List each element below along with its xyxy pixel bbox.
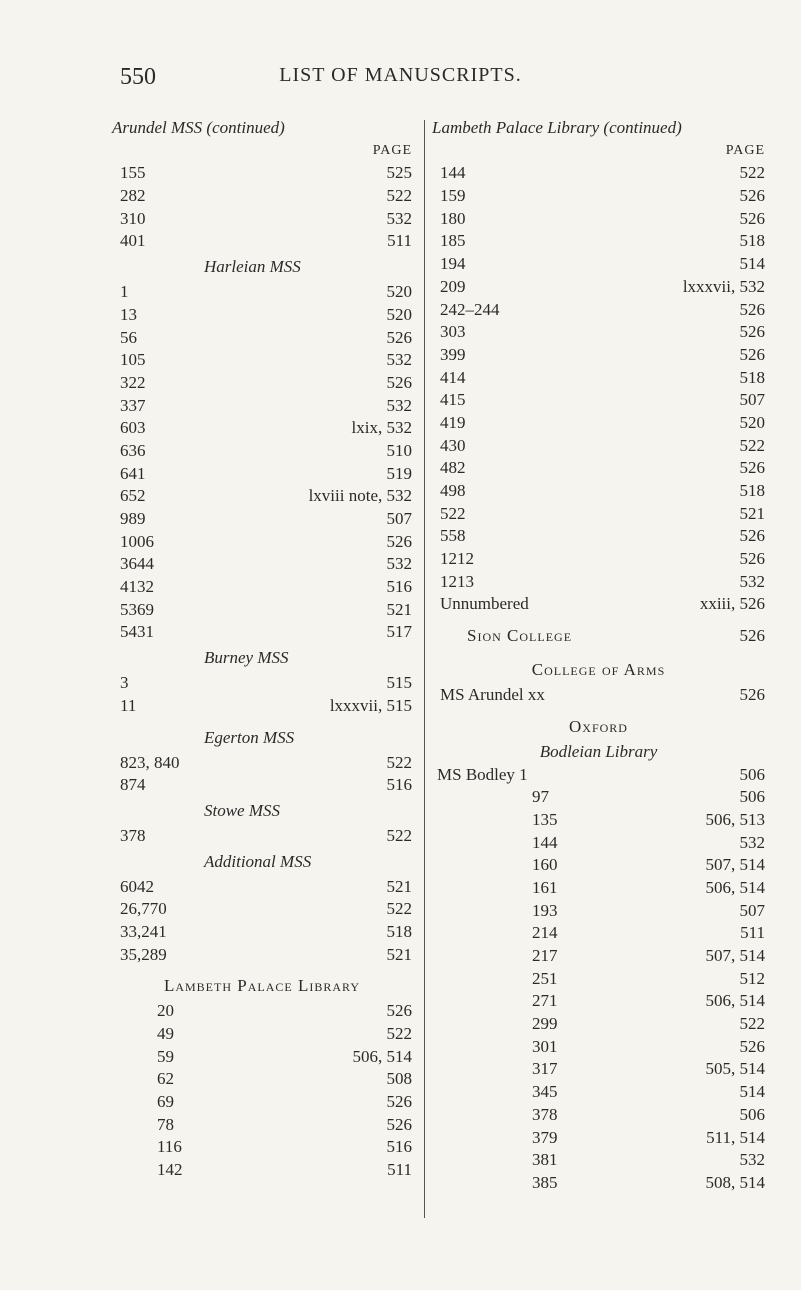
list-item: [432, 253, 765, 276]
entry-page: 515: [386, 673, 412, 693]
entry-number: 1006: [120, 531, 154, 551]
entry-page: 507: [386, 509, 412, 528]
section-lambeth: Lambeth Palace Library: [163, 976, 361, 996]
entry-number: 379: [532, 1127, 558, 1147]
list-item: [432, 922, 765, 945]
entry-number: 603: [120, 418, 146, 438]
list-item: [432, 548, 765, 571]
list-item: [112, 162, 412, 185]
list-item: [432, 1058, 765, 1081]
entry-number: 303: [440, 322, 466, 342]
entry-page: 526: [739, 458, 765, 478]
entry-page: 526: [386, 531, 412, 551]
list-item: [112, 185, 412, 208]
entry-number: 209: [440, 276, 466, 296]
entry-number: 482: [440, 458, 466, 478]
entry-number: 116: [157, 1137, 182, 1157]
list-item: [432, 1149, 765, 1172]
entry-number: 522: [440, 503, 466, 523]
entry-page: 532: [739, 1150, 765, 1170]
entry-number: 62: [157, 1069, 174, 1089]
list-item: [432, 764, 765, 787]
list-item: [112, 695, 412, 718]
list-item: [432, 809, 765, 832]
entry-number: 11: [120, 695, 137, 715]
entry-page: 522: [386, 186, 412, 206]
entry-page: 516: [386, 1137, 412, 1157]
page-column-label: PAGE: [725, 142, 765, 158]
entry-page: 508: [386, 1069, 412, 1089]
entry-page: 521: [386, 876, 412, 896]
entry-number: 271: [532, 991, 558, 1011]
section-oxford: Oxford: [569, 716, 628, 736]
subsection-bodleian: Bodleian Library: [539, 741, 658, 761]
entry-number: 299: [532, 1014, 558, 1034]
entry-number: 144: [440, 163, 466, 183]
entry-number: 105: [120, 350, 146, 370]
entry-number: 214: [532, 923, 558, 943]
list-item: [432, 968, 765, 991]
entry-page: 508, 514: [705, 1172, 765, 1192]
entry-page: 506: [739, 787, 765, 807]
list-item: [112, 876, 412, 899]
list-item: [432, 480, 765, 503]
list-item: [112, 1068, 412, 1091]
entry-number: 35,289: [120, 944, 167, 964]
arundel-list: [112, 162, 412, 253]
entry-number: 641: [120, 463, 146, 483]
list-item: [112, 752, 412, 775]
list-item: [432, 1172, 765, 1195]
entry-page: 522: [386, 899, 412, 919]
entry-page: 507, 514: [705, 855, 765, 875]
list-item: [112, 1000, 412, 1023]
entry-page: 526: [386, 1092, 412, 1112]
entry-number: 310: [120, 208, 146, 228]
entry-number: 155: [120, 163, 146, 183]
entry-page: 505, 514: [705, 1059, 765, 1079]
list-item: [432, 321, 765, 344]
list-item: [112, 485, 412, 508]
section-harleian: Harleian MSS: [204, 257, 301, 277]
entry-page: 526: [739, 322, 765, 342]
entry-page: 506, 514: [705, 991, 765, 1011]
entry-page: 522: [739, 1014, 765, 1034]
entry-number: 401: [120, 231, 146, 251]
list-item: [112, 1046, 412, 1069]
list-item: [112, 508, 412, 531]
entry-number: 498: [440, 481, 466, 500]
entry-number: 282: [120, 186, 146, 206]
entry-page: 526: [386, 1114, 412, 1134]
entry-page: 518: [739, 481, 765, 500]
list-item: [112, 304, 412, 327]
list-item: [112, 898, 412, 921]
sion-college-page: 526: [739, 626, 765, 646]
entry-number: 217: [532, 946, 558, 965]
entry-page: 511, 514: [706, 1127, 765, 1147]
entry-number: 419: [440, 412, 466, 432]
entry-number: 5369: [120, 599, 154, 619]
list-item: [112, 944, 412, 967]
entry-page: 514: [739, 1082, 765, 1102]
list-item: [432, 503, 765, 526]
list-item: [112, 349, 412, 372]
list-item: [432, 208, 765, 231]
list-item: [432, 1104, 765, 1127]
entry-page: 532: [386, 208, 412, 228]
list-item: [432, 389, 765, 412]
entry-number: 78: [157, 1114, 174, 1134]
section-egerton: Egerton MSS: [204, 727, 295, 747]
lambeth-continued-list: [432, 162, 765, 616]
entry-page: 507: [739, 390, 765, 410]
list-item: [112, 281, 412, 304]
entry-number: 337: [120, 395, 146, 415]
entry-number: 3: [120, 673, 129, 693]
list-item: [112, 672, 412, 695]
list-item: [112, 1159, 412, 1182]
list-item: [112, 621, 412, 644]
entry-page: 526: [739, 344, 765, 364]
entry-number: 13: [120, 304, 137, 324]
list-item: [112, 1114, 412, 1137]
sion-college-entry: [432, 622, 765, 650]
entry-number: 378: [120, 825, 146, 845]
entry-number: 6042: [120, 876, 154, 896]
entry-page: 518: [386, 921, 412, 941]
entry-page: 507, 514: [705, 946, 765, 965]
list-item: [432, 832, 765, 855]
entry-page: lxxxvii, 515: [329, 695, 412, 715]
list-item: [432, 525, 765, 548]
entry-number: 4132: [120, 577, 154, 597]
page-header: [0, 64, 801, 104]
list-item: [112, 921, 412, 944]
entry-page: lxviii note, 532: [308, 486, 412, 506]
list-item: [432, 854, 765, 877]
list-item: [432, 435, 765, 458]
list-item: [112, 327, 412, 350]
entry-number: 5431: [120, 622, 154, 642]
entry-number: 378: [532, 1104, 558, 1124]
entry-number: 1213: [440, 571, 474, 591]
entry-number: 345: [532, 1082, 558, 1102]
entry-number: 322: [120, 372, 146, 392]
entry-page: 526: [386, 372, 412, 392]
entry-number: 159: [440, 186, 466, 206]
entry-number: 414: [440, 367, 466, 387]
entry-page: 521: [739, 503, 765, 523]
entry-page: 517: [386, 622, 412, 642]
entry-number: 59: [157, 1046, 174, 1066]
entry-number: 652: [120, 486, 146, 506]
left-column: [112, 117, 412, 1182]
list-item: [432, 593, 765, 616]
entry-page: 511: [387, 231, 412, 251]
entry-page: 520: [739, 412, 765, 432]
entry-page: 506: [739, 1104, 765, 1124]
entry-page: 532: [386, 395, 412, 415]
entry-number: MS Bodley 1: [437, 764, 528, 784]
entry-page: 526: [386, 1001, 412, 1021]
entry-page: xxiii, 526: [699, 594, 765, 614]
list-item: [112, 1023, 412, 1046]
entry-number: 161: [532, 877, 558, 897]
entry-number: 33,241: [120, 921, 167, 941]
entry-number: 558: [440, 526, 466, 546]
bodleian-list: [432, 764, 765, 1195]
entry-number: 317: [532, 1059, 558, 1079]
entry-page: 506, 513: [705, 809, 765, 829]
right-column: [432, 117, 765, 1195]
entry-number: 56: [120, 327, 137, 347]
left-column-heading: Arundel MSS (continued): [112, 118, 285, 137]
list-item: [432, 1127, 765, 1150]
entry-page: 519: [386, 463, 412, 483]
entry-number: 430: [440, 435, 466, 455]
egerton-list: [112, 752, 412, 797]
stowe-list: [112, 825, 412, 848]
list-item: [432, 990, 765, 1013]
entry-number: 823, 840: [120, 752, 180, 772]
section-stowe: Stowe MSS: [204, 800, 281, 820]
entry-page: 522: [386, 1024, 412, 1043]
list-item: [112, 417, 412, 440]
entry-page: 520: [386, 304, 412, 324]
entry-page: 526: [739, 208, 765, 228]
list-item: [112, 395, 412, 418]
entry-number: 242–244: [440, 299, 500, 319]
entry-number: 69: [157, 1092, 174, 1112]
entry-page: 518: [739, 231, 765, 251]
section-burney: Burney MSS: [204, 648, 289, 668]
list-item: [432, 1081, 765, 1104]
list-item: [112, 531, 412, 554]
entry-page: 506, 514: [705, 877, 765, 897]
list-item: [112, 774, 412, 797]
entry-number: 874: [120, 775, 146, 795]
entry-page: 532: [739, 832, 765, 852]
list-item: [112, 553, 412, 576]
running-head: LIST OF MANUSCRIPTS.: [279, 64, 522, 86]
entry-page: 506, 514: [352, 1046, 412, 1066]
list-item: [432, 571, 765, 594]
entry-number: 381: [532, 1150, 558, 1170]
entry-number: 193: [532, 900, 558, 920]
entry-page: 525: [386, 163, 412, 183]
entry-number: 142: [157, 1160, 183, 1180]
entry-page: 526: [739, 186, 765, 206]
entry-number: 144: [532, 832, 558, 852]
list-item: [112, 208, 412, 231]
list-item: [112, 1091, 412, 1114]
list-item: [432, 367, 765, 390]
entry-page: 521: [386, 599, 412, 619]
sion-college-label: Sion College: [467, 626, 573, 646]
list-item: [432, 877, 765, 900]
entry-page: 511: [740, 923, 765, 943]
lambeth-list: [112, 1000, 412, 1182]
entry-page: lxxxvii, 532: [682, 276, 765, 296]
entry-number: 636: [120, 440, 146, 460]
list-item: [432, 412, 765, 435]
list-item: [112, 372, 412, 395]
entry-page: 526: [386, 327, 412, 347]
entry-page: 516: [386, 775, 412, 795]
entry-page: 514: [739, 254, 765, 274]
burney-list: [112, 672, 412, 717]
entry-page: 516: [386, 577, 412, 597]
list-item: [432, 1036, 765, 1059]
entry-page: 522: [386, 825, 412, 845]
list-item: [112, 440, 412, 463]
entry-number: 20: [157, 1001, 174, 1021]
column-divider: [424, 120, 425, 1218]
entry-page: 506: [739, 764, 765, 784]
right-column-heading: Lambeth Palace Library (continued): [432, 118, 682, 137]
additional-list: [112, 876, 412, 967]
entry-number: 180: [440, 208, 466, 228]
list-item: [112, 825, 412, 848]
entry-page: lxix, 532: [351, 418, 412, 438]
entry-number: 251: [532, 968, 558, 988]
entry-page: 526: [739, 526, 765, 546]
list-item: [432, 457, 765, 480]
list-item: [112, 576, 412, 599]
entry-page: 512: [739, 968, 765, 988]
page-number: 550: [120, 64, 156, 90]
entry-number: 49: [157, 1024, 174, 1043]
entry-number: 301: [532, 1036, 558, 1056]
section-additional: Additional MSS: [204, 851, 312, 871]
entry-page: 511: [387, 1160, 412, 1180]
entry-page: 510: [386, 440, 412, 460]
list-item: [432, 1013, 765, 1036]
entry-page: 532: [739, 571, 765, 591]
entry-number: 26,770: [120, 899, 167, 919]
list-item: [432, 684, 765, 707]
entry-page: 526: [739, 685, 765, 705]
entry-page: 507: [739, 900, 765, 920]
entry-page: 518: [739, 367, 765, 387]
list-item: [112, 463, 412, 486]
list-item: [112, 1136, 412, 1159]
list-item: [432, 162, 765, 185]
entry-page: 522: [739, 163, 765, 183]
harleian-list: [112, 281, 412, 644]
list-item: [432, 900, 765, 923]
entry-number: 160: [532, 855, 558, 875]
entry-page: 526: [739, 549, 765, 569]
entry-label: MS Arundel xx: [440, 685, 545, 705]
list-item: [432, 276, 765, 299]
entry-number: 97: [532, 787, 549, 807]
entry-number: 415: [440, 390, 466, 410]
list-item: [432, 344, 765, 367]
entry-page: 526: [739, 1036, 765, 1056]
list-item: [432, 945, 765, 968]
entry-number: 385: [532, 1172, 558, 1192]
entry-number: 1212: [440, 549, 474, 569]
entry-number: Unnumbered: [440, 594, 529, 614]
entry-number: 989: [120, 509, 146, 528]
list-item: [112, 599, 412, 622]
entry-number: 185: [440, 231, 466, 251]
list-item: [112, 230, 412, 253]
entry-page: 521: [386, 944, 412, 964]
list-item: [432, 299, 765, 322]
entry-page: 526: [739, 299, 765, 319]
page-column-label: PAGE: [372, 142, 412, 158]
section-college-of-arms: College of Arms: [531, 660, 666, 680]
list-item: [432, 786, 765, 809]
entry-page: 532: [386, 350, 412, 370]
entry-page: 532: [386, 554, 412, 574]
entry-number: 194: [440, 254, 466, 274]
list-item: [432, 185, 765, 208]
list-item: [432, 230, 765, 253]
entry-number: 399: [440, 344, 466, 364]
entry-number: 1: [120, 282, 129, 302]
entry-number: 3644: [120, 554, 154, 574]
entry-page: 522: [739, 435, 765, 455]
entry-page: 520: [386, 282, 412, 302]
entry-number: 135: [532, 809, 558, 829]
entry-page: 522: [386, 752, 412, 772]
